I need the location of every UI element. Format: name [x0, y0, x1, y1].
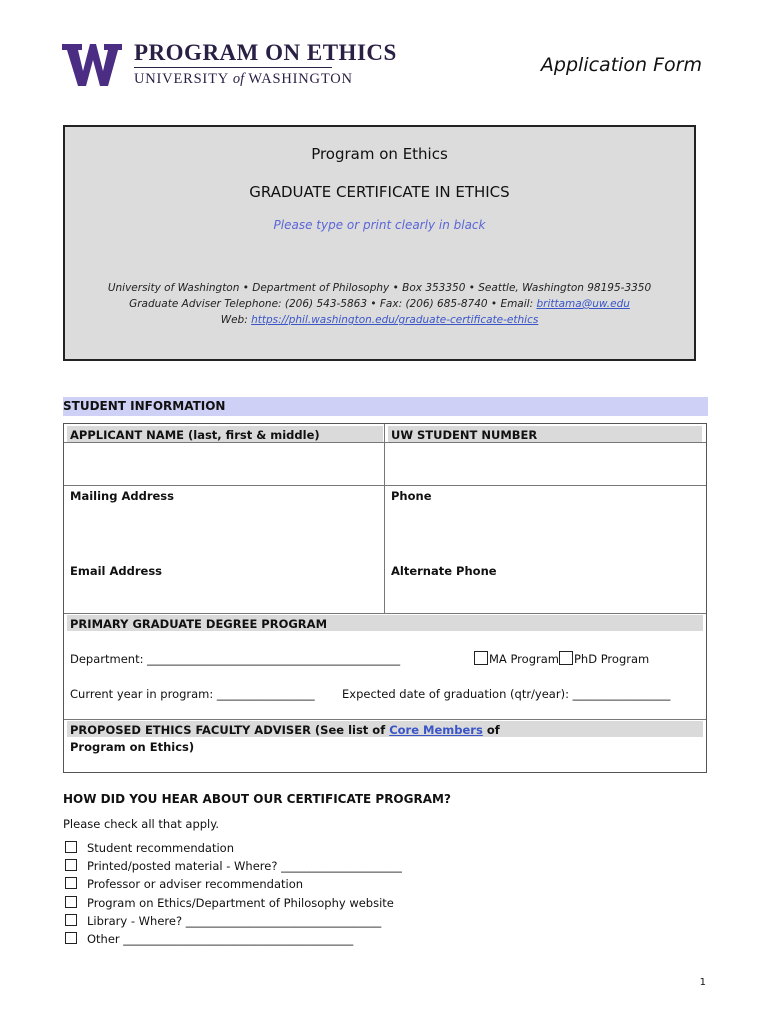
print-instruction: Please type or print clearly in black — [273, 218, 486, 232]
option-label: Other ________________________________________ — [87, 932, 354, 946]
phd-program-checkbox[interactable] — [559, 651, 573, 665]
option-label: Printed/posted material - Where? _____________________ — [87, 859, 402, 873]
hear-option — [65, 932, 353, 946]
row-divider — [64, 613, 706, 614]
expected-graduation-field[interactable]: Expected date of graduation (qtr/year): _________________ — [342, 687, 671, 701]
ma-program-checkbox[interactable] — [474, 651, 488, 665]
address-line: University of Washington • Department of Philosophy • Box 353350 • Seattle, Washington 98195-3350 — [107, 282, 652, 294]
form-title: Application Form — [540, 54, 702, 76]
hear-about-title: HOW DID YOU HEAR ABOUT OUR CERTIFICATE PROGRAM? — [63, 792, 451, 806]
logo-sub-university: UNIVERSITY — [134, 71, 229, 87]
hear-option — [65, 859, 402, 873]
row-divider — [64, 442, 706, 443]
program-options — [474, 651, 649, 666]
row-divider — [64, 719, 706, 720]
mailing-address-label: Mailing Address — [70, 489, 174, 503]
mailing-address-field[interactable] — [66, 504, 382, 564]
option-checkbox[interactable] — [65, 914, 77, 926]
web-link[interactable]: https://phil.washington.edu/graduate-certificate-ethics — [251, 314, 539, 326]
adviser-label-text: PROPOSED ETHICS FACULTY ADVISER (See list of — [70, 723, 390, 737]
hear-about-note: Please check all that apply. — [63, 817, 220, 831]
email-address-field[interactable] — [66, 580, 382, 612]
certificate-title: GRADUATE CERTIFICATE IN ETHICS — [249, 183, 510, 201]
phone-field[interactable] — [386, 504, 704, 564]
option-label: Library - Where? __________________________________ — [87, 914, 382, 928]
student-info-title: STUDENT INFORMATION — [63, 399, 226, 413]
department-field[interactable]: Department: ____________________________________________ — [70, 652, 401, 666]
student-info-table — [63, 423, 707, 773]
adviser-field[interactable] — [66, 756, 704, 770]
option-label: Student recommendation — [87, 841, 234, 855]
program-name: Program on Ethics — [311, 145, 448, 163]
option-checkbox[interactable] — [65, 859, 77, 871]
web-label: Web: — [220, 314, 252, 326]
student-number-label: UW STUDENT NUMBER — [391, 428, 538, 442]
phd-program-label: PhD Program — [573, 652, 650, 666]
contact-line — [65, 298, 694, 310]
ma-program-label: MA Program — [489, 652, 559, 666]
applicant-name-label: APPLICANT NAME (last, first & middle) — [70, 428, 320, 442]
adviser-label-of: of — [482, 723, 500, 737]
option-checkbox[interactable] — [65, 841, 77, 853]
primary-degree-label: PRIMARY GRADUATE DEGREE PROGRAM — [70, 617, 328, 631]
contact-text: Graduate Adviser Telephone: (206) 543-5863 • Fax: (206) 685-8740 • Email: — [129, 298, 537, 310]
hear-option — [65, 914, 381, 928]
core-members-link[interactable]: Core Members — [389, 723, 483, 737]
logo-divider — [134, 67, 332, 68]
uw-w-logo-icon — [62, 44, 122, 86]
web-line — [65, 314, 694, 326]
phone-label: Phone — [391, 489, 432, 503]
logo-sub-washington: WASHINGTON — [248, 71, 353, 87]
hear-option — [65, 877, 303, 891]
logo-subtitle — [134, 71, 353, 88]
adviser-label-line2: Program on Ethics) — [70, 740, 195, 754]
hear-option — [65, 841, 234, 855]
option-label: Program on Ethics/Department of Philosophy website — [87, 896, 394, 910]
option-checkbox[interactable] — [65, 896, 77, 908]
current-year-field[interactable]: Current year in program: _________________ — [70, 687, 315, 701]
alternate-phone-label: Alternate Phone — [391, 564, 497, 578]
logo-title: PROGRAM ON ETHICS — [134, 40, 397, 65]
hear-option — [65, 896, 394, 910]
email-link[interactable]: brittama@uw.edu — [536, 298, 630, 310]
option-checkbox[interactable] — [65, 932, 77, 944]
page-number: 1 — [699, 977, 706, 988]
email-address-label: Email Address — [70, 564, 163, 578]
option-label: Professor or adviser recommendation — [87, 877, 304, 891]
row-divider — [64, 485, 706, 486]
logo-sub-of: of — [232, 71, 245, 87]
column-divider — [384, 424, 385, 613]
info-box — [63, 125, 696, 361]
applicant-name-field[interactable] — [66, 444, 382, 484]
option-checkbox[interactable] — [65, 877, 77, 889]
adviser-label — [70, 723, 500, 737]
student-number-field[interactable] — [386, 444, 704, 484]
alternate-phone-field[interactable] — [386, 580, 704, 612]
